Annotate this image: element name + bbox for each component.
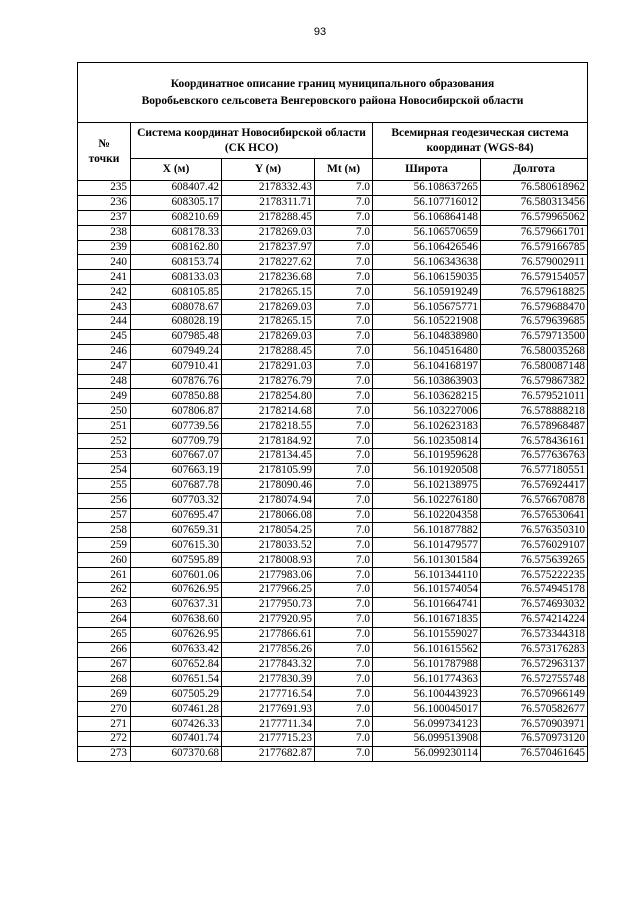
longitude-cell: 76.578968487 <box>481 419 588 434</box>
title-line-1: Координатное описание границ муниципального образования <box>170 77 495 90</box>
x-cell: 607370.68 <box>131 746 222 761</box>
table-row <box>78 642 588 657</box>
x-cell: 607626.95 <box>131 627 222 642</box>
y-cell: 2177866.61 <box>222 627 315 642</box>
table-row <box>78 329 588 344</box>
y-cell: 2177983.06 <box>222 568 315 583</box>
page-number: 93 <box>313 26 327 38</box>
mt-cell: 7.0 <box>315 493 373 508</box>
y-cell: 2178054.25 <box>222 523 315 538</box>
table-row <box>78 359 588 374</box>
latitude-cell: 56.104516480 <box>373 344 481 359</box>
longitude-cell: 76.570973120 <box>481 731 588 746</box>
y-cell: 2178288.45 <box>222 344 315 359</box>
x-cell: 607461.28 <box>131 702 222 717</box>
y-cell: 2178008.93 <box>222 553 315 568</box>
x-cell: 608105.85 <box>131 285 222 300</box>
y-header: Y (м) <box>222 159 315 181</box>
x-cell: 607595.89 <box>131 553 222 568</box>
point-number-cell: 235 <box>78 181 131 196</box>
y-cell: 2177682.87 <box>222 746 315 761</box>
longitude-cell: 76.573344318 <box>481 627 588 642</box>
latitude-cell: 56.102623183 <box>373 419 481 434</box>
y-cell: 2178269.03 <box>222 225 315 240</box>
longitude-cell: 76.580035268 <box>481 344 588 359</box>
y-cell: 2178288.45 <box>222 210 315 225</box>
y-cell: 2177711.34 <box>222 717 315 732</box>
mt-cell: 7.0 <box>315 240 373 255</box>
mt-cell: 7.0 <box>315 523 373 538</box>
x-cell: 607876.76 <box>131 374 222 389</box>
latitude-cell: 56.106343638 <box>373 255 481 270</box>
mt-cell: 7.0 <box>315 434 373 449</box>
latitude-cell: 56.102138975 <box>373 478 481 493</box>
point-number-cell: 273 <box>78 746 131 761</box>
wgs-system-header: Всемирная геодезическая система координат (WGS-84) <box>373 123 588 159</box>
y-cell: 2177966.25 <box>222 583 315 598</box>
longitude-cell: 76.579965062 <box>481 210 588 225</box>
longitude-cell: 76.579713500 <box>481 329 588 344</box>
title-line-2: Воробьевского сельсовета Венгеровского района Новосибирской области <box>141 94 524 107</box>
longitude-cell: 76.576530641 <box>481 508 588 523</box>
longitude-cell: 76.575639265 <box>481 553 588 568</box>
mt-cell: 7.0 <box>315 553 373 568</box>
x-cell: 608407.42 <box>131 181 222 196</box>
longitude-cell: 76.573176283 <box>481 642 588 657</box>
longitude-cell: 76.572755748 <box>481 672 588 687</box>
mt-cell: 7.0 <box>315 657 373 672</box>
latitude-cell: 56.101959628 <box>373 449 481 464</box>
mt-cell: 7.0 <box>315 404 373 419</box>
x-cell: 607601.06 <box>131 568 222 583</box>
point-number-cell: 271 <box>78 717 131 732</box>
table-row <box>78 672 588 687</box>
x-cell: 607426.33 <box>131 717 222 732</box>
longitude-cell: 76.570966149 <box>481 687 588 702</box>
longitude-cell: 76.580313456 <box>481 195 588 210</box>
latitude-cell: 56.103628215 <box>373 389 481 404</box>
table-row <box>78 374 588 389</box>
latitude-cell: 56.101920508 <box>373 463 481 478</box>
point-number-cell: 269 <box>78 687 131 702</box>
latitude-cell: 56.102350814 <box>373 434 481 449</box>
longitude-cell: 76.579867382 <box>481 374 588 389</box>
point-number-cell: 259 <box>78 538 131 553</box>
mt-cell: 7.0 <box>315 255 373 270</box>
point-number-cell: 255 <box>78 478 131 493</box>
y-cell: 2178218.55 <box>222 419 315 434</box>
mt-cell: 7.0 <box>315 374 373 389</box>
x-cell: 607633.42 <box>131 642 222 657</box>
table-row <box>78 344 588 359</box>
latitude-cell: 56.103227006 <box>373 404 481 419</box>
mt-cell: 7.0 <box>315 225 373 240</box>
longitude-cell: 76.579618825 <box>481 285 588 300</box>
mt-header: Mt (м) <box>315 159 373 181</box>
latitude-cell: 56.101787988 <box>373 657 481 672</box>
point-number-cell: 253 <box>78 449 131 464</box>
y-cell: 2178269.03 <box>222 300 315 315</box>
point-number-cell: 250 <box>78 404 131 419</box>
x-cell: 607850.88 <box>131 389 222 404</box>
x-cell: 607910.41 <box>131 359 222 374</box>
mt-cell: 7.0 <box>315 642 373 657</box>
latitude-cell: 56.104168197 <box>373 359 481 374</box>
y-cell: 2178265.15 <box>222 315 315 330</box>
table-row <box>78 434 588 449</box>
y-cell: 2178276.79 <box>222 374 315 389</box>
latitude-cell: 56.101615562 <box>373 642 481 657</box>
latitude-cell: 56.101559027 <box>373 627 481 642</box>
local-system-header: Система координат Новосибирской области (СК НСО) <box>131 123 373 159</box>
mt-cell: 7.0 <box>315 270 373 285</box>
mt-cell: 7.0 <box>315 508 373 523</box>
x-cell: 608305.17 <box>131 195 222 210</box>
longitude-cell: 76.576350310 <box>481 523 588 538</box>
y-cell: 2178184.92 <box>222 434 315 449</box>
point-number-label: точки <box>88 152 120 165</box>
longitude-cell: 76.570461645 <box>481 746 588 761</box>
mt-cell: 7.0 <box>315 627 373 642</box>
point-number-cell: 249 <box>78 389 131 404</box>
mt-cell: 7.0 <box>315 285 373 300</box>
x-cell: 607667.07 <box>131 449 222 464</box>
point-number-cell: 252 <box>78 434 131 449</box>
table-row <box>78 181 588 196</box>
x-cell: 607806.87 <box>131 404 222 419</box>
y-cell: 2177856.26 <box>222 642 315 657</box>
table-row <box>78 270 588 285</box>
y-cell: 2178291.03 <box>222 359 315 374</box>
table-row <box>78 538 588 553</box>
point-number-cell: 267 <box>78 657 131 672</box>
table-row <box>78 702 588 717</box>
x-cell: 607703.32 <box>131 493 222 508</box>
mt-cell: 7.0 <box>315 597 373 612</box>
coordinates-table <box>77 62 588 762</box>
x-cell: 607626.95 <box>131 583 222 598</box>
mt-cell: 7.0 <box>315 389 373 404</box>
longitude-cell: 76.578436161 <box>481 434 588 449</box>
y-cell: 2177830.39 <box>222 672 315 687</box>
point-number-cell: 262 <box>78 583 131 598</box>
y-cell: 2178254.80 <box>222 389 315 404</box>
longitude-cell: 76.579639685 <box>481 315 588 330</box>
mt-cell: 7.0 <box>315 300 373 315</box>
x-cell: 608028.19 <box>131 315 222 330</box>
point-number-cell: 268 <box>78 672 131 687</box>
mt-cell: 7.0 <box>315 478 373 493</box>
latitude-cell: 56.104838980 <box>373 329 481 344</box>
latitude-cell: 56.099734123 <box>373 717 481 732</box>
latitude-cell: 56.105919249 <box>373 285 481 300</box>
point-number-cell: 237 <box>78 210 131 225</box>
latitude-cell: 56.103863903 <box>373 374 481 389</box>
y-cell: 2177843.32 <box>222 657 315 672</box>
mt-cell: 7.0 <box>315 181 373 196</box>
mt-cell: 7.0 <box>315 687 373 702</box>
x-cell: 608210.69 <box>131 210 222 225</box>
point-number-cell: 244 <box>78 315 131 330</box>
latitude-cell: 56.101877882 <box>373 523 481 538</box>
point-number-cell: 241 <box>78 270 131 285</box>
x-cell: 607505.29 <box>131 687 222 702</box>
x-cell: 607638.60 <box>131 612 222 627</box>
y-cell: 2177691.93 <box>222 702 315 717</box>
y-cell: 2178227.62 <box>222 255 315 270</box>
latitude-cell: 56.106570659 <box>373 225 481 240</box>
mt-cell: 7.0 <box>315 672 373 687</box>
table-row <box>78 195 588 210</box>
point-number-cell: 256 <box>78 493 131 508</box>
x-cell: 607695.47 <box>131 508 222 523</box>
table-row <box>78 404 588 419</box>
point-number-cell: 257 <box>78 508 131 523</box>
latitude-cell: 56.101301584 <box>373 553 481 568</box>
table-row <box>78 553 588 568</box>
mt-cell: 7.0 <box>315 210 373 225</box>
longitude-cell: 76.579154057 <box>481 270 588 285</box>
longitude-cell: 76.577636763 <box>481 449 588 464</box>
point-number-cell: 246 <box>78 344 131 359</box>
mt-cell: 7.0 <box>315 731 373 746</box>
y-cell: 2178311.71 <box>222 195 315 210</box>
x-cell: 607401.74 <box>131 731 222 746</box>
y-cell: 2178214.68 <box>222 404 315 419</box>
y-cell: 2177715.23 <box>222 731 315 746</box>
x-header: X (м) <box>131 159 222 181</box>
table-row <box>78 657 588 672</box>
latitude-cell: 56.101574054 <box>373 583 481 598</box>
point-number-cell: 251 <box>78 419 131 434</box>
latitude-cell: 56.099230114 <box>373 746 481 761</box>
latitude-cell: 56.105675771 <box>373 300 481 315</box>
x-cell: 608162.80 <box>131 240 222 255</box>
latitude-cell: 56.100443923 <box>373 687 481 702</box>
x-cell: 607687.78 <box>131 478 222 493</box>
point-number-cell: 263 <box>78 597 131 612</box>
point-number-sign: № <box>98 137 110 150</box>
longitude-cell: 76.578888218 <box>481 404 588 419</box>
mt-cell: 7.0 <box>315 612 373 627</box>
x-cell: 607709.79 <box>131 434 222 449</box>
point-number-cell: 265 <box>78 627 131 642</box>
mt-cell: 7.0 <box>315 329 373 344</box>
longitude-cell: 76.579166785 <box>481 240 588 255</box>
longitude-cell: 76.580087148 <box>481 359 588 374</box>
table-row <box>78 315 588 330</box>
point-number-cell: 266 <box>78 642 131 657</box>
point-number-cell: 240 <box>78 255 131 270</box>
y-cell: 2178033.52 <box>222 538 315 553</box>
point-number-cell: 248 <box>78 374 131 389</box>
table-body <box>78 181 588 762</box>
point-number-cell: 236 <box>78 195 131 210</box>
y-cell: 2178332.43 <box>222 181 315 196</box>
y-cell: 2177950.73 <box>222 597 315 612</box>
x-cell: 607949.24 <box>131 344 222 359</box>
longitude-cell: 76.577180551 <box>481 463 588 478</box>
longitude-cell: 76.579661701 <box>481 225 588 240</box>
y-cell: 2177920.95 <box>222 612 315 627</box>
x-cell: 608153.74 <box>131 255 222 270</box>
mt-cell: 7.0 <box>315 359 373 374</box>
latitude-cell: 56.102276180 <box>373 493 481 508</box>
x-cell: 607739.56 <box>131 419 222 434</box>
point-number-cell: 242 <box>78 285 131 300</box>
y-cell: 2178134.45 <box>222 449 315 464</box>
mt-cell: 7.0 <box>315 449 373 464</box>
table-row <box>78 463 588 478</box>
longitude-cell: 76.570582677 <box>481 702 588 717</box>
table-row <box>78 508 588 523</box>
longitude-cell: 76.575222235 <box>481 568 588 583</box>
table-title <box>78 63 588 123</box>
latitude-cell: 56.099513908 <box>373 731 481 746</box>
mt-cell: 7.0 <box>315 344 373 359</box>
point-number-header <box>78 123 131 181</box>
longitude-cell: 76.576924417 <box>481 478 588 493</box>
latitude-cell: 56.101664741 <box>373 597 481 612</box>
latitude-cell: 56.108637265 <box>373 181 481 196</box>
latitude-cell: 56.105221908 <box>373 315 481 330</box>
table-row <box>78 627 588 642</box>
y-cell: 2178269.03 <box>222 329 315 344</box>
longitude-cell: 76.574693032 <box>481 597 588 612</box>
latitude-cell: 56.100045017 <box>373 702 481 717</box>
latitude-cell: 56.106159035 <box>373 270 481 285</box>
point-number-cell: 261 <box>78 568 131 583</box>
point-number-cell: 264 <box>78 612 131 627</box>
longitude-cell: 76.579688470 <box>481 300 588 315</box>
x-cell: 607985.48 <box>131 329 222 344</box>
mt-cell: 7.0 <box>315 419 373 434</box>
longitude-cell: 76.579002911 <box>481 255 588 270</box>
table-row <box>78 225 588 240</box>
table-row <box>78 285 588 300</box>
x-cell: 607615.30 <box>131 538 222 553</box>
table-row <box>78 731 588 746</box>
table-row <box>78 255 588 270</box>
x-cell: 607637.31 <box>131 597 222 612</box>
table-row <box>78 493 588 508</box>
y-cell: 2178236.68 <box>222 270 315 285</box>
mt-cell: 7.0 <box>315 195 373 210</box>
x-cell: 607652.84 <box>131 657 222 672</box>
point-number-cell: 243 <box>78 300 131 315</box>
point-number-cell: 245 <box>78 329 131 344</box>
table-row <box>78 687 588 702</box>
table-row <box>78 449 588 464</box>
latitude-cell: 56.106426546 <box>373 240 481 255</box>
longitude-cell: 76.572963137 <box>481 657 588 672</box>
longitude-cell: 76.570903971 <box>481 717 588 732</box>
mt-cell: 7.0 <box>315 568 373 583</box>
mt-cell: 7.0 <box>315 538 373 553</box>
longitude-header: Долгота <box>481 159 588 181</box>
table-row <box>78 597 588 612</box>
y-cell: 2178066.08 <box>222 508 315 523</box>
longitude-cell: 76.574945178 <box>481 583 588 598</box>
point-number-cell: 260 <box>78 553 131 568</box>
y-cell: 2178105.99 <box>222 463 315 478</box>
point-number-cell: 238 <box>78 225 131 240</box>
y-cell: 2178237.97 <box>222 240 315 255</box>
x-cell: 607659.31 <box>131 523 222 538</box>
x-cell: 608133.03 <box>131 270 222 285</box>
y-cell: 2178265.15 <box>222 285 315 300</box>
table-row <box>78 583 588 598</box>
table-row <box>78 389 588 404</box>
table-row <box>78 240 588 255</box>
longitude-cell: 76.574214224 <box>481 612 588 627</box>
table-row <box>78 478 588 493</box>
longitude-cell: 76.576670878 <box>481 493 588 508</box>
point-number-cell: 272 <box>78 731 131 746</box>
y-cell: 2177716.54 <box>222 687 315 702</box>
x-cell: 607663.19 <box>131 463 222 478</box>
x-cell: 608178.33 <box>131 225 222 240</box>
latitude-cell: 56.101671835 <box>373 612 481 627</box>
table-row <box>78 568 588 583</box>
y-cell: 2178090.46 <box>222 478 315 493</box>
mt-cell: 7.0 <box>315 315 373 330</box>
latitude-cell: 56.107716012 <box>373 195 481 210</box>
mt-cell: 7.0 <box>315 717 373 732</box>
table-row <box>78 210 588 225</box>
point-number-cell: 258 <box>78 523 131 538</box>
point-number-cell: 239 <box>78 240 131 255</box>
latitude-cell: 56.106864148 <box>373 210 481 225</box>
latitude-cell: 56.102204358 <box>373 508 481 523</box>
table-row <box>78 717 588 732</box>
longitude-cell: 76.580618962 <box>481 181 588 196</box>
y-cell: 2178074.94 <box>222 493 315 508</box>
x-cell: 607651.54 <box>131 672 222 687</box>
point-number-cell: 270 <box>78 702 131 717</box>
x-cell: 608078.67 <box>131 300 222 315</box>
table-row <box>78 523 588 538</box>
latitude-cell: 56.101774363 <box>373 672 481 687</box>
latitude-header: Широта <box>373 159 481 181</box>
point-number-cell: 254 <box>78 463 131 478</box>
table-row <box>78 746 588 761</box>
table-row <box>78 419 588 434</box>
longitude-cell: 76.576029107 <box>481 538 588 553</box>
mt-cell: 7.0 <box>315 702 373 717</box>
longitude-cell: 76.579521011 <box>481 389 588 404</box>
table-row <box>78 300 588 315</box>
mt-cell: 7.0 <box>315 746 373 761</box>
mt-cell: 7.0 <box>315 583 373 598</box>
point-number-cell: 247 <box>78 359 131 374</box>
latitude-cell: 56.101479577 <box>373 538 481 553</box>
mt-cell: 7.0 <box>315 463 373 478</box>
table-row <box>78 612 588 627</box>
latitude-cell: 56.101344110 <box>373 568 481 583</box>
